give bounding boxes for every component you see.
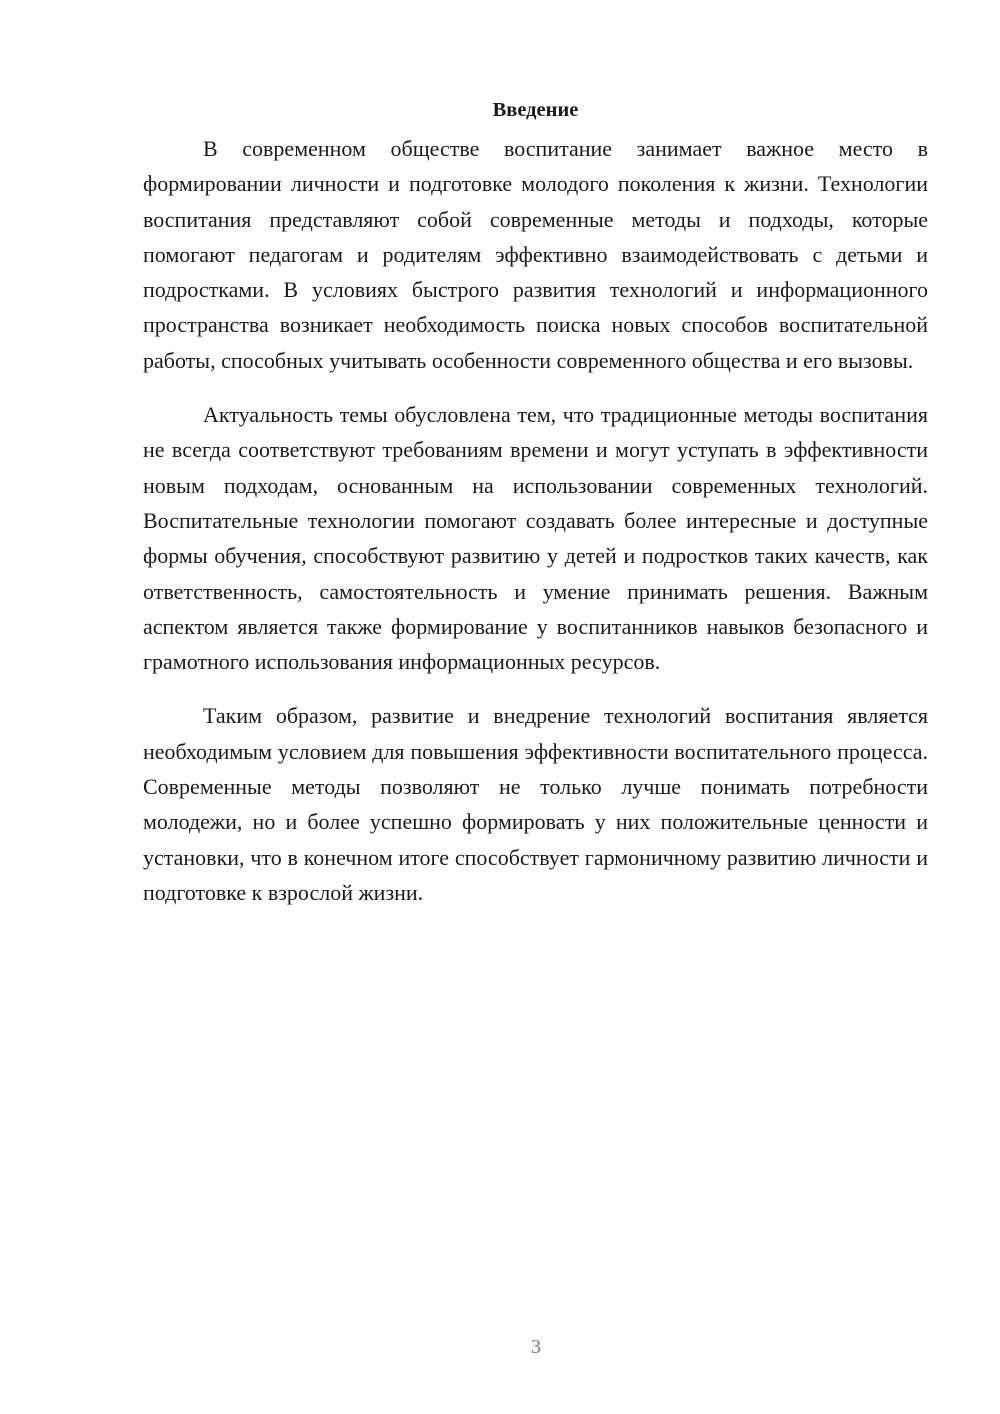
paragraph-3: Таким образом, развитие и внедрение технологий воспитания является необходимым условием для повышения эффективности воспитательного процесса. Современные методы позволяют не только лучше понимать потребности молодежи, но и более успешно формировать у них положительные ценности и установки, что в конечном итоге способствует гармоничному развитию личности и подготовке к взрослой жизни. xyxy=(143,703,928,905)
paragraph-1: В современном обществе воспитание занимает важное место в формировании личности и подготовке молодого поколения к жизни. Технологии воспитания представляют собой современные методы и подходы, которые помогают педагогам и родителям эффективно взаимодействовать с детьми и подростками. В условиях быстрого развития технологий и информационного пространства возникает необходимость поиска новых способов воспитательной работы, способных учитывать особенности современного общества и его вызовы. xyxy=(143,136,928,373)
section-heading: Введение xyxy=(492,99,579,121)
paragraph-2: Актуальность темы обусловлена тем, что традиционные методы воспитания не всегда соответствуют требованиям времени и могут уступать в эффективности новым подходам, основанным на использовании современных технологий. Воспитательные технологии помогают создавать более интересные и доступные формы обучения, способствуют развитию у детей и подростков таких качеств, как ответственность, самостоятельность и умение принимать решения. Важным аспектом является также формирование у воспитанников навыков безопасного и грамотного использования информационных ресурсов. xyxy=(143,402,928,675)
page-number: 3 xyxy=(531,1336,541,1358)
page-content xyxy=(143,95,928,929)
